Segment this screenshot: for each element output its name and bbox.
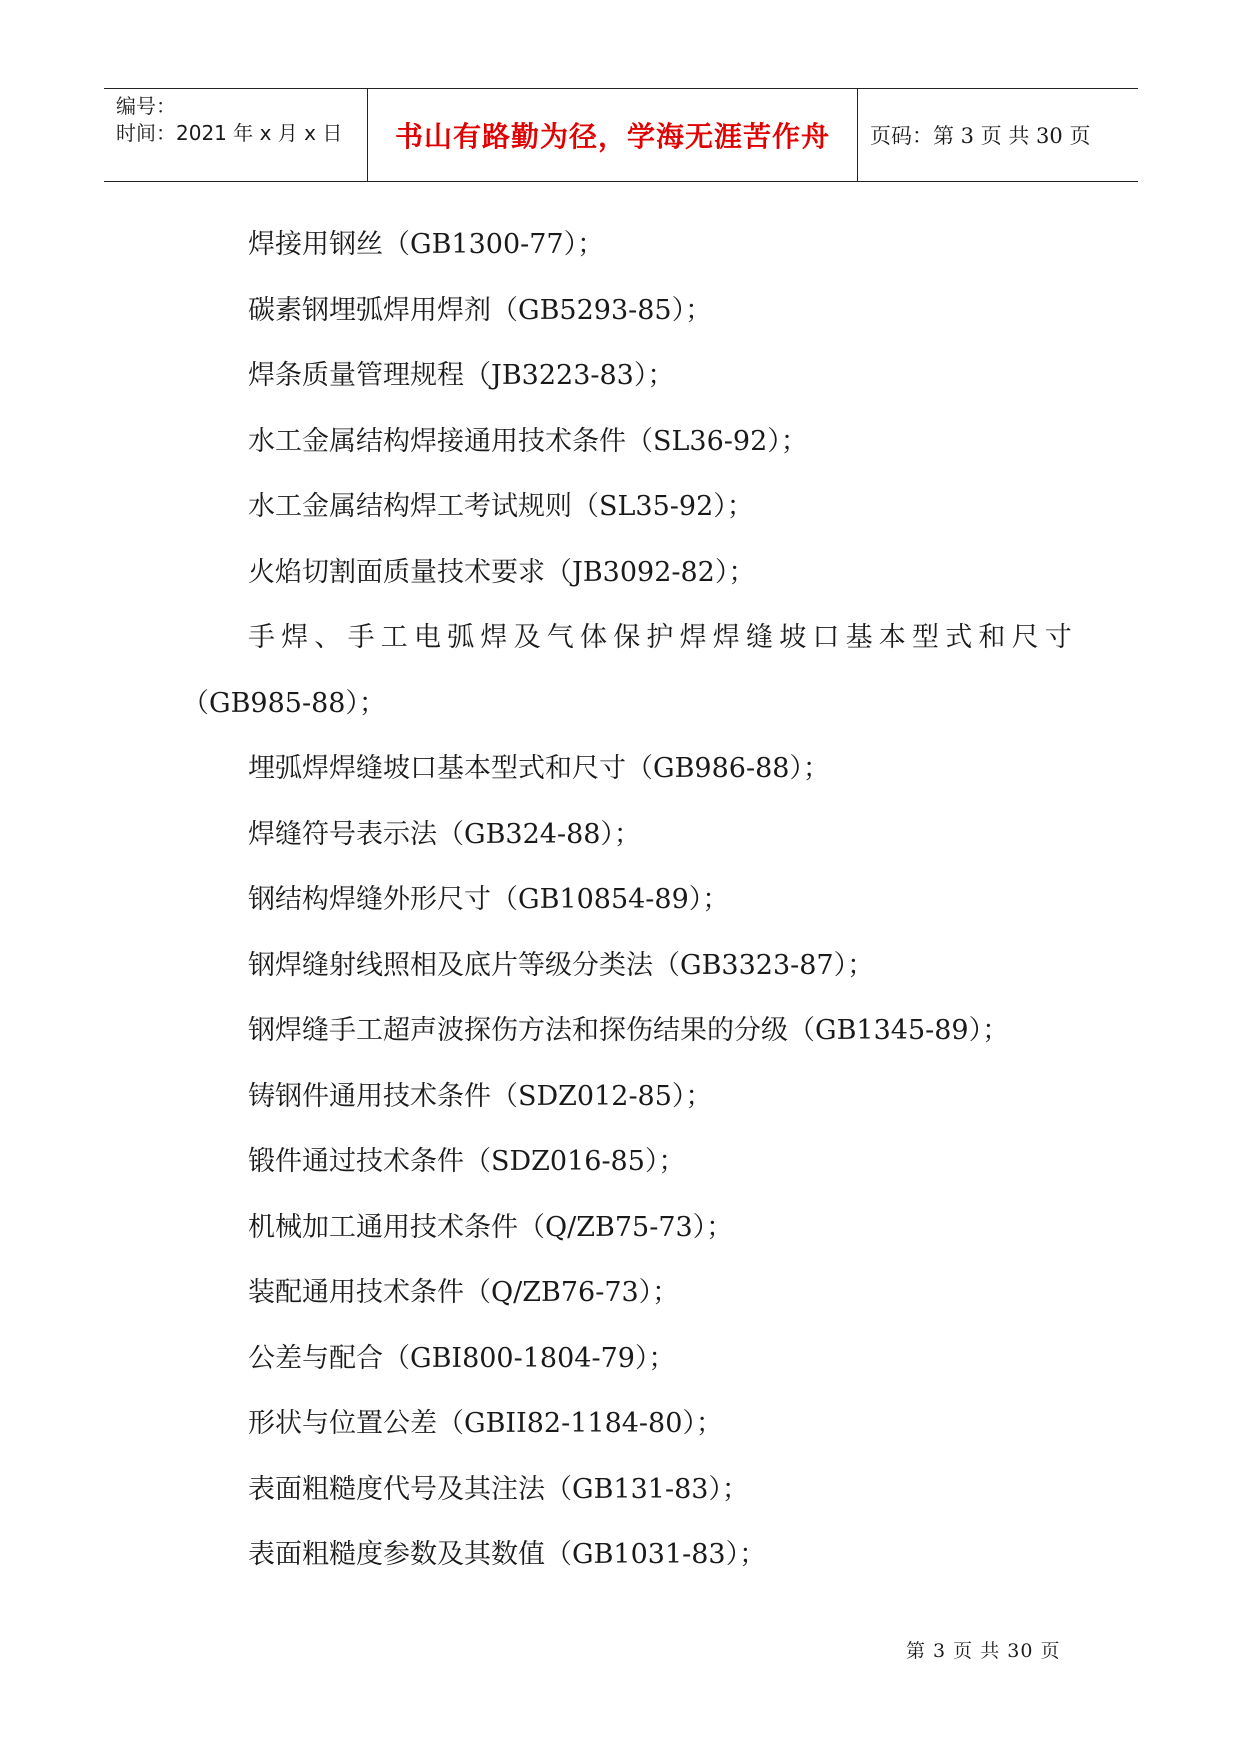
- standard-line: 表面粗糙度参数及其数值（GB1031-83）；: [248, 1539, 767, 1570]
- standard-line: 焊接用钢丝（GB1300-77）；: [248, 229, 605, 260]
- document-time-label: 时间：2021 年 x 月 x 日: [116, 121, 343, 145]
- standard-line: 钢结构焊缝外形尺寸（GB10854-89）；: [248, 884, 730, 915]
- header-motto: 书山有路勤为径，学海无涯苦作舟: [368, 89, 858, 181]
- page-header: [104, 88, 1138, 182]
- header-page-info: 页码：第 3 页 共 30 页: [870, 124, 1091, 148]
- standard-line: 碳素钢埋弧焊用焊剂（GB5293-85）；: [248, 294, 713, 326]
- standard-line: 锻件通过技术条件（SDZ016-85）；: [248, 1146, 686, 1177]
- standard-line: 钢焊缝手工超声波探伤方法和探伤结果的分级（GB1345-89）；: [248, 1015, 1010, 1046]
- standard-line: 焊缝符号表示法（GB324-88）；: [248, 818, 641, 850]
- page-footer: 第 3 页 共 30 页: [906, 1640, 1061, 1662]
- standard-line: 埋弧焊焊缝坡口基本型式和尺寸（GB986-88）；: [248, 753, 830, 784]
- standard-line: 形状与位置公差（GBII82-1184-80）；: [248, 1408, 723, 1439]
- standard-line: 表面粗糙度代号及其注法（GB131-83）；: [248, 1473, 749, 1505]
- standard-line: 公差与配合（GBI800-1804-79）；: [248, 1342, 676, 1374]
- standard-line: 手焊、手工电弧焊及气体保护焊焊缝坡口基本型式和尺寸: [248, 622, 1078, 653]
- document-body: [182, 212, 1078, 1588]
- standard-line: 装配通用技术条件（Q/ZB76-73）；: [248, 1277, 680, 1308]
- standard-line-continuation: （GB985-88）；: [182, 687, 386, 719]
- document-number-label: 编号：: [116, 94, 176, 118]
- standard-line: 水工金属结构焊工考试规则（SL35-92）；: [248, 491, 754, 522]
- standard-line: 水工金属结构焊接通用技术条件（SL36-92）；: [248, 425, 808, 457]
- standard-line: 铸钢件通用技术条件（SDZ012-85）；: [248, 1080, 713, 1112]
- header-meta-cell: [104, 89, 368, 181]
- standard-line: 钢焊缝射线照相及底片等级分类法（GB3323-87）；: [248, 949, 875, 981]
- standard-line: 机械加工通用技术条件（Q/ZB75-73）；: [248, 1211, 734, 1243]
- standard-line: 火焰切割面质量技术要求（JB3092-82）；: [248, 556, 756, 588]
- standard-line: 焊条质量管理规程（JB3223-83）；: [248, 360, 675, 391]
